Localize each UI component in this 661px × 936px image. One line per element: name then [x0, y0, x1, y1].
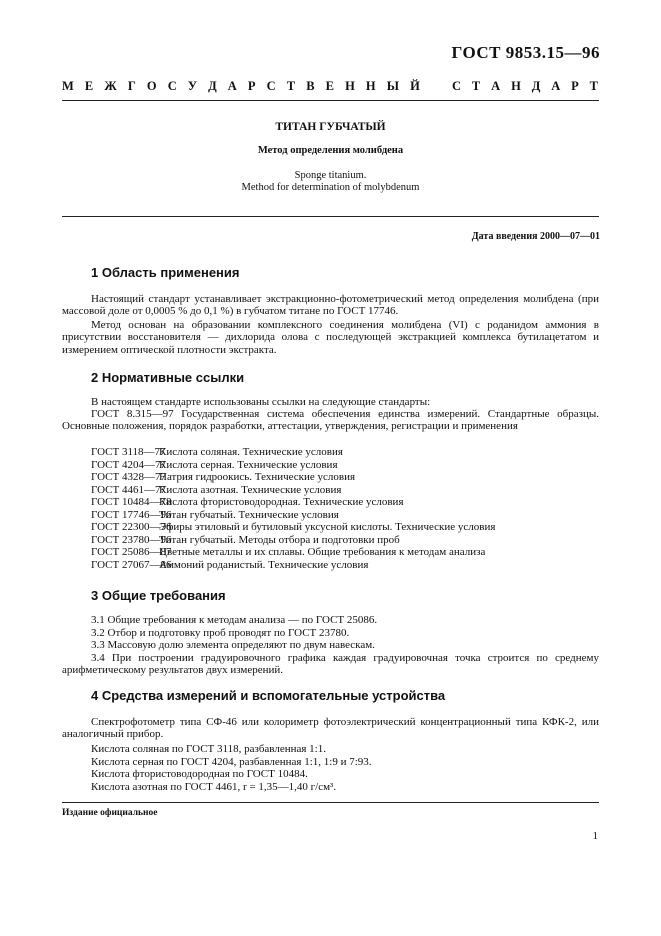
section-2-heading: 2 Нормативные ссылки	[91, 370, 245, 385]
introduction-date: Дата введения 2000—07—01	[471, 231, 600, 242]
reference-code: ГОСТ 17746—96	[91, 508, 172, 521]
section-3-item-4: 3.4 При построении градуировочного графика каждая градуировочная точка строится по среднему арифметическому результатов двух измерений.	[62, 652, 599, 677]
reference-title: Титан губчатый. Технические условия	[159, 508, 339, 521]
reference-code: ГОСТ 4204—77	[91, 458, 166, 471]
reference-item	[91, 471, 355, 483]
reference-code: ГОСТ 4328—77	[91, 471, 166, 483]
interstate-word: М Е Ж Г О С У Д А Р С Т В Е Н Н Ы Й	[62, 79, 420, 93]
reference-title: Кислота соляная. Технические условия	[159, 446, 343, 458]
reference-title: Эфиры этиловый и бутиловый уксусной кислоты. Технические условия	[159, 521, 496, 533]
reference-item	[91, 496, 404, 508]
section-1-paragraph-2: Метод основан на образовании комплексного соединения молибдена (VI) с роданидом аммония в присутствии восстановителя — дихлорида олова с последующей экстракцией комплекса бутилацетатом и измерением оптической плотности экстракта.	[62, 319, 599, 356]
reference-code: ГОСТ 4461—77	[91, 483, 166, 496]
section-3-heading: 3 Общие требования	[91, 588, 226, 603]
reference-code: ГОСТ 22300—76	[91, 521, 172, 533]
reference-code: ГОСТ 27067—86	[91, 558, 172, 571]
section-4-paragraph-1: Спектрофотометр типа СФ-46 или колориметр фотоэлектрический концентрационный типа КФК-2, или аналогичный прибор.	[62, 716, 599, 741]
title-rule	[62, 216, 599, 217]
reference-title: Аммоний роданистый. Технические условия	[159, 558, 369, 571]
reference-code: ГОСТ 25086—87	[91, 546, 172, 558]
english-title-line2: Method for determination of molybdenum	[241, 182, 420, 193]
reference-title: Кислота фтористоводородная. Технические условия	[159, 496, 404, 508]
section-4-line-2: Кислота серная по ГОСТ 4204, разбавленная 1:1, 1:9 и 7:93.	[91, 756, 372, 768]
section-1-heading: 1 Область применения	[91, 265, 240, 280]
reference-title: Натрия гидроокись. Технические условия	[159, 471, 356, 483]
document-subtitle: Метод определения молибдена	[257, 145, 404, 156]
top-rule	[62, 100, 599, 101]
footer-rule	[62, 802, 599, 803]
reference-item	[91, 446, 343, 458]
section-3-item-1: 3.1 Общие требования к методам анализа — по ГОСТ 25086.	[91, 614, 378, 626]
section-4-heading: 4 Средства измерений и вспомогательные устройства	[91, 688, 446, 703]
reference-item	[91, 521, 495, 533]
section-1-paragraph-1: Настоящий стандарт устанавливает экстракционно-фотометрический метод определения молибдена (при массовой доле от 0,0005 % до 0,1 %) в губчатом титане по ГОСТ 17746.	[62, 293, 599, 318]
official-edition-label: Издание официальное	[62, 808, 158, 818]
reference-code: ГОСТ 10484—78	[91, 496, 172, 508]
english-title-line1: Sponge titanium.	[294, 170, 367, 181]
reference-item	[91, 546, 485, 558]
interstate-standard-banner	[62, 79, 598, 94]
reference-title: Кислота серная. Технические условия	[159, 458, 338, 471]
document-title: ТИТАН ГУБЧАТЫЙ	[275, 121, 386, 133]
reference-code: ГОСТ 3118—77	[91, 446, 166, 458]
section-3-item-2: 3.2 Отбор и подготовку проб проводят по ГОСТ 23780.	[91, 627, 350, 639]
reference-code: ГОСТ 23780—96	[91, 533, 172, 546]
reference-title: Цветные металлы и их сплавы. Общие требования к методам анализа	[159, 546, 486, 558]
reference-item	[91, 534, 400, 546]
page-number: 1	[592, 830, 598, 842]
reference-gost-8-315: ГОСТ 8.315—97 Государственная система обеспечения единства измерений. Стандартные образцы. Основные положения, порядок разработки, аттестации, утверждения, регистрации и применения	[62, 408, 599, 433]
reference-title: Титан губчатый. Методы отбора и подготовки проб	[159, 533, 400, 546]
section-4-line-1: Кислота соляная по ГОСТ 3118, разбавленная 1:1.	[91, 743, 326, 755]
standard-word: С Т А Н Д А Р Т	[452, 79, 598, 93]
reference-title: Кислота азотная. Технические условия	[159, 483, 342, 496]
reference-item	[91, 509, 339, 521]
reference-item	[91, 484, 341, 496]
section-4-line-3: Кислота фтористоводородная по ГОСТ 10484.	[91, 768, 308, 780]
document-number: ГОСТ 9853.15—96	[451, 43, 600, 62]
section-2-intro: В настоящем стандарте использованы ссылки на следующие стандарты:	[91, 396, 431, 408]
section-4-line-4: Кислота азотная по ГОСТ 4461, r = 1,35—1,40 г/см³.	[91, 781, 337, 793]
reference-item	[91, 559, 368, 571]
section-3-item-3: 3.3 Массовую долю элемента определяют по двум навескам.	[91, 639, 375, 651]
reference-item	[91, 459, 338, 471]
